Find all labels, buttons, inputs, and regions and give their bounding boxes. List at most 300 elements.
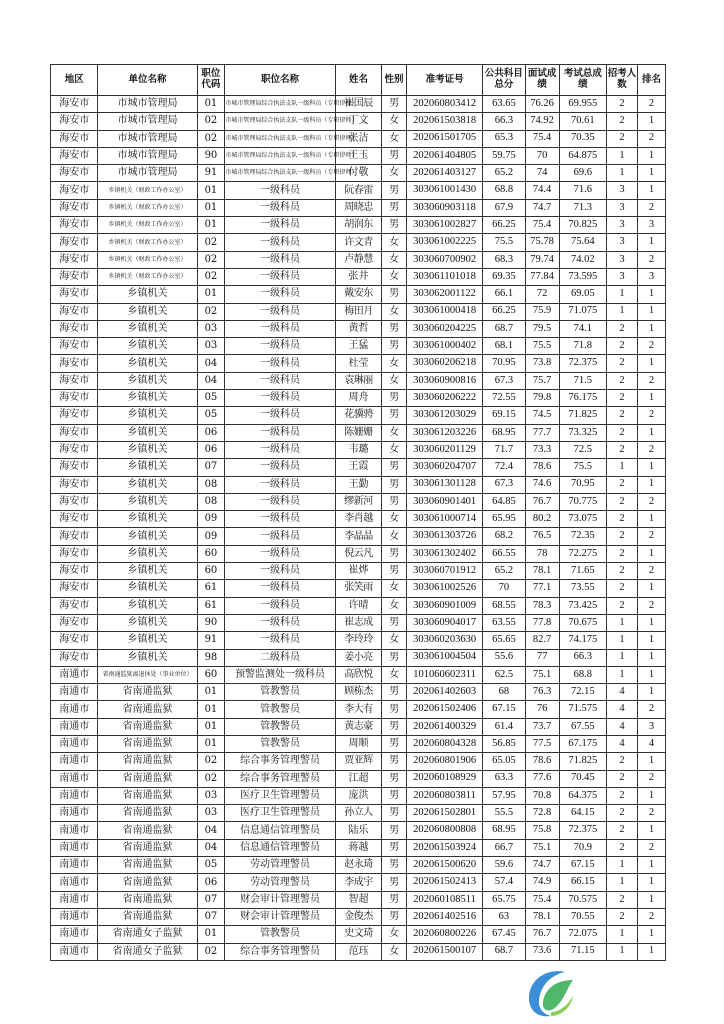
cell-total-score: 73.325 <box>559 424 606 441</box>
cell-gender: 女 <box>382 113 407 130</box>
cell-gender: 女 <box>382 511 407 528</box>
cell-region: 南通市 <box>51 874 98 891</box>
cell-exam-id: 303061301128 <box>406 476 482 493</box>
header-position-code: 职位代码 <box>197 65 225 96</box>
cell-position-code: 01 <box>197 286 225 303</box>
cell-rank: 1 <box>638 390 666 407</box>
cell-position-code: 07 <box>197 891 225 908</box>
cell-position-code: 61 <box>197 580 225 597</box>
cell-unit: 乡镇机关 <box>98 545 197 562</box>
cell-rank: 1 <box>638 614 666 631</box>
cell-name: 周顺 <box>335 735 381 752</box>
header-written-score: 公共科目总分 <box>483 65 525 96</box>
cell-exam-id: 202060803811 <box>406 787 482 804</box>
cell-interview-score: 75.4 <box>525 217 559 234</box>
cell-rank: 2 <box>638 338 666 355</box>
header-quota: 招考人数 <box>607 65 638 96</box>
cell-gender: 男 <box>382 753 407 770</box>
cell-total-score: 69.955 <box>559 96 606 113</box>
cell-name: 张井 <box>335 268 381 285</box>
cell-exam-id: 303061101018 <box>406 268 482 285</box>
cell-interview-score: 76.26 <box>525 96 559 113</box>
cell-interview-score: 80.2 <box>525 511 559 528</box>
cell-written-score: 67.45 <box>483 926 525 943</box>
cell-quota: 1 <box>607 943 638 960</box>
cell-written-score: 55.6 <box>483 649 525 666</box>
cell-position-code: 04 <box>197 822 225 839</box>
table-row <box>51 182 666 199</box>
cell-name: 李肖越 <box>335 511 381 528</box>
cell-exam-id: 303061002827 <box>406 217 482 234</box>
cell-name: 王猛 <box>335 338 381 355</box>
cell-exam-id: 202060800226 <box>406 926 482 943</box>
table-row <box>51 355 666 372</box>
cell-region: 海安市 <box>51 614 98 631</box>
cell-position-code: 05 <box>197 407 225 424</box>
cell-total-score: 67.15 <box>559 857 606 874</box>
cell-quota: 1 <box>607 614 638 631</box>
cell-total-score: 75.5 <box>559 459 606 476</box>
cell-position-name: 医疗卫生管理警员 <box>225 787 335 804</box>
cell-exam-id: 202061502406 <box>406 701 482 718</box>
cell-interview-score: 75.4 <box>525 130 559 147</box>
cell-rank: 2 <box>638 407 666 424</box>
cell-gender: 女 <box>382 597 407 614</box>
cell-interview-score: 76.7 <box>525 926 559 943</box>
cell-interview-score: 74.9 <box>525 874 559 891</box>
cell-exam-id: 303061000714 <box>406 511 482 528</box>
cell-rank: 2 <box>638 805 666 822</box>
cell-exam-id: 303061000402 <box>406 338 482 355</box>
cell-position-name: 管教警员 <box>225 701 335 718</box>
cell-total-score: 71.6 <box>559 182 606 199</box>
cell-region: 海安市 <box>51 251 98 268</box>
cell-quota: 2 <box>607 891 638 908</box>
cell-gender: 男 <box>382 735 407 752</box>
cell-unit: 乡镇机关（财政工作办公室） <box>98 251 197 268</box>
cell-quota: 2 <box>607 787 638 804</box>
cell-position-code: 06 <box>197 441 225 458</box>
cell-position-name: 市城市管理局综合执法支队一级科员（专职律师） <box>225 113 335 130</box>
cell-rank: 3 <box>638 718 666 735</box>
cell-name: 高欣悦 <box>335 666 381 683</box>
cell-position-name: 一级科员 <box>225 511 335 528</box>
cell-interview-score: 72 <box>525 286 559 303</box>
cell-interview-score: 76.7 <box>525 493 559 510</box>
cell-region: 南通市 <box>51 908 98 925</box>
cell-total-score: 70.95 <box>559 476 606 493</box>
cell-unit: 乡镇机关 <box>98 632 197 649</box>
cell-position-name: 一级科员 <box>225 528 335 545</box>
cell-total-score: 71.825 <box>559 407 606 424</box>
cell-exam-id: 303062001122 <box>406 286 482 303</box>
cell-position-code: 07 <box>197 459 225 476</box>
cell-unit: 省南通监狱 <box>98 908 197 925</box>
table-row <box>51 545 666 562</box>
header-rank: 排名 <box>638 65 666 96</box>
cell-gender: 男 <box>382 839 407 856</box>
cell-rank: 1 <box>638 113 666 130</box>
cell-rank: 1 <box>638 303 666 320</box>
cell-quota: 2 <box>607 770 638 787</box>
table-row <box>51 684 666 701</box>
cell-region: 海安市 <box>51 597 98 614</box>
cell-total-score: 70.61 <box>559 113 606 130</box>
header-unit: 单位名称 <box>98 65 197 96</box>
cell-region: 南通市 <box>51 891 98 908</box>
cell-interview-score: 74.7 <box>525 199 559 216</box>
cell-region: 南通市 <box>51 770 98 787</box>
cell-written-score: 66.3 <box>483 113 525 130</box>
cell-quota: 1 <box>607 857 638 874</box>
header-interview-score: 面试成绩 <box>525 65 559 96</box>
cell-name: 王玉 <box>335 147 381 164</box>
cell-name: 李成宇 <box>335 874 381 891</box>
cell-written-score: 68 <box>483 684 525 701</box>
cell-rank: 2 <box>638 199 666 216</box>
cell-position-name: 一级科员 <box>225 597 335 614</box>
cell-exam-id: 202060108929 <box>406 770 482 787</box>
cell-unit: 市城市管理局 <box>98 165 197 182</box>
cell-quota: 2 <box>607 407 638 424</box>
cell-total-score: 67.175 <box>559 735 606 752</box>
cell-region: 海安市 <box>51 459 98 476</box>
cell-name: 袁琳丽 <box>335 372 381 389</box>
cell-written-score: 71.7 <box>483 441 525 458</box>
cell-interview-score: 77.7 <box>525 424 559 441</box>
cell-exam-id: 202060108511 <box>406 891 482 908</box>
cell-written-score: 68.2 <box>483 528 525 545</box>
cell-region: 海安市 <box>51 147 98 164</box>
cell-position-name: 管教警员 <box>225 926 335 943</box>
cell-name: 贾亚辉 <box>335 753 381 770</box>
cell-quota: 4 <box>607 718 638 735</box>
cell-rank: 2 <box>638 251 666 268</box>
cell-interview-score: 73.3 <box>525 441 559 458</box>
cell-exam-id: 303061203226 <box>406 424 482 441</box>
table-row <box>51 217 666 234</box>
cell-position-name: 预警监测处一级科员 <box>225 666 335 683</box>
table-row <box>51 286 666 303</box>
cell-total-score: 69.05 <box>559 286 606 303</box>
cell-rank: 1 <box>638 926 666 943</box>
cell-rank: 2 <box>638 96 666 113</box>
cell-region: 海安市 <box>51 303 98 320</box>
table-row <box>51 822 666 839</box>
cell-exam-id: 202061501705 <box>406 130 482 147</box>
cell-region: 海安市 <box>51 441 98 458</box>
cell-position-code: 01 <box>197 96 225 113</box>
cell-position-name: 一级科员 <box>225 407 335 424</box>
cell-quota: 2 <box>607 320 638 337</box>
cell-exam-id: 202061402603 <box>406 684 482 701</box>
cell-interview-score: 76.3 <box>525 684 559 701</box>
cell-total-score: 71.075 <box>559 303 606 320</box>
cell-interview-score: 78 <box>525 545 559 562</box>
table-row <box>51 770 666 787</box>
cell-written-score: 63.55 <box>483 614 525 631</box>
cell-exam-id: 101060602311 <box>406 666 482 683</box>
cell-position-code: 01 <box>197 217 225 234</box>
cell-unit: 省南通监狱 <box>98 684 197 701</box>
cell-gender: 男 <box>382 96 407 113</box>
cell-position-name: 一级科员 <box>225 303 335 320</box>
cell-written-score: 65.75 <box>483 891 525 908</box>
cell-interview-score: 77.8 <box>525 614 559 631</box>
cell-total-score: 70.675 <box>559 614 606 631</box>
cell-quota: 2 <box>607 424 638 441</box>
cell-unit: 乡镇机关 <box>98 372 197 389</box>
cell-written-score: 65.65 <box>483 632 525 649</box>
cell-name: 江超 <box>335 770 381 787</box>
cell-quota: 4 <box>607 735 638 752</box>
cell-region: 海安市 <box>51 632 98 649</box>
cell-gender: 女 <box>382 372 407 389</box>
cell-interview-score: 72.8 <box>525 805 559 822</box>
cell-total-score: 68.8 <box>559 666 606 683</box>
cell-unit: 乡镇机关 <box>98 338 197 355</box>
cell-position-code: 60 <box>197 545 225 562</box>
cell-unit: 省南通监狱 <box>98 805 197 822</box>
cell-interview-score: 78.1 <box>525 908 559 925</box>
cell-exam-id: 303061002225 <box>406 234 482 251</box>
cell-position-code: 61 <box>197 597 225 614</box>
cell-position-code: 02 <box>197 770 225 787</box>
cell-rank: 1 <box>638 320 666 337</box>
cell-position-name: 一级科员 <box>225 476 335 493</box>
header-total-score: 考试总成绩 <box>559 65 606 96</box>
cell-gender: 男 <box>382 787 407 804</box>
cell-unit: 省南通监狱 <box>98 787 197 804</box>
cell-name: 杜莹 <box>335 355 381 372</box>
cell-unit: 乡镇机关（财政工作办公室） <box>98 217 197 234</box>
cell-total-score: 72.375 <box>559 822 606 839</box>
cell-position-code: 03 <box>197 320 225 337</box>
table-row <box>51 372 666 389</box>
cell-gender: 男 <box>382 822 407 839</box>
cell-gender: 男 <box>382 459 407 476</box>
cell-region: 海安市 <box>51 355 98 372</box>
cell-position-code: 09 <box>197 511 225 528</box>
cell-quota: 2 <box>607 390 638 407</box>
cell-name: 赵永琦 <box>335 857 381 874</box>
cell-unit: 乡镇机关 <box>98 390 197 407</box>
cell-interview-score: 74 <box>525 165 559 182</box>
cell-exam-id: 202060801906 <box>406 753 482 770</box>
cell-region: 南通市 <box>51 943 98 960</box>
cell-name: 韦璐 <box>335 441 381 458</box>
cell-unit: 乡镇机关 <box>98 355 197 372</box>
cell-name: 顾栋杰 <box>335 684 381 701</box>
header-region: 地区 <box>51 65 98 96</box>
table-row <box>51 147 666 164</box>
cell-position-code: 02 <box>197 303 225 320</box>
cell-written-score: 68.55 <box>483 597 525 614</box>
cell-position-name: 一级科员 <box>225 234 335 251</box>
cell-position-name: 市城市管理局综合执法支队一级科员（专职律师） <box>225 147 335 164</box>
cell-total-score: 72.5 <box>559 441 606 458</box>
cell-written-score: 63.3 <box>483 770 525 787</box>
cell-position-code: 08 <box>197 493 225 510</box>
cell-position-name: 市城市管理局综合执法支队一级科员（专职律师） <box>225 130 335 147</box>
cell-quota: 1 <box>607 632 638 649</box>
cell-position-name: 一级科员 <box>225 199 335 216</box>
cell-region: 南通市 <box>51 701 98 718</box>
cell-gender: 女 <box>382 234 407 251</box>
cell-name: 张笑雨 <box>335 580 381 597</box>
cell-name: 姜小亮 <box>335 649 381 666</box>
cell-rank: 1 <box>638 580 666 597</box>
cell-unit: 乡镇机关 <box>98 424 197 441</box>
cell-total-score: 66.15 <box>559 874 606 891</box>
cell-region: 海安市 <box>51 580 98 597</box>
cell-gender: 男 <box>382 684 407 701</box>
cell-written-score: 63.65 <box>483 96 525 113</box>
cell-unit: 乡镇机关 <box>98 303 197 320</box>
table-row <box>51 943 666 960</box>
cell-rank: 2 <box>638 441 666 458</box>
cell-exam-id: 202061500620 <box>406 857 482 874</box>
cell-position-name: 信息通信管理警员 <box>225 822 335 839</box>
table-row <box>51 753 666 770</box>
cell-name: 卢静慧 <box>335 251 381 268</box>
cell-gender: 男 <box>382 476 407 493</box>
cell-gender: 男 <box>382 805 407 822</box>
cell-interview-score: 74.5 <box>525 407 559 424</box>
cell-rank: 1 <box>638 545 666 562</box>
cell-quota: 2 <box>607 372 638 389</box>
cell-interview-score: 77.5 <box>525 735 559 752</box>
cell-quota: 2 <box>607 753 638 770</box>
table-row <box>51 303 666 320</box>
cell-unit: 乡镇机关 <box>98 459 197 476</box>
header-gender: 性别 <box>382 65 407 96</box>
cell-exam-id: 303060701912 <box>406 563 482 580</box>
cell-name: 许晴 <box>335 597 381 614</box>
cell-position-name: 市城市管理局综合执法支队一级科员（专职律师） <box>225 96 335 113</box>
cell-unit: 市城市管理局 <box>98 96 197 113</box>
cell-gender: 女 <box>382 424 407 441</box>
cell-name: 陆乐 <box>335 822 381 839</box>
cell-region: 海安市 <box>51 268 98 285</box>
cell-total-score: 64.15 <box>559 805 606 822</box>
cell-unit: 乡镇机关 <box>98 407 197 424</box>
table-row <box>51 718 666 735</box>
cell-position-name: 综合事务管理警员 <box>225 943 335 960</box>
cell-interview-score: 75.4 <box>525 891 559 908</box>
header-position-name: 职位名称 <box>225 65 335 96</box>
cell-name: 李晶晶 <box>335 528 381 545</box>
cell-name: 周晓忠 <box>335 199 381 216</box>
cell-exam-id: 303060901401 <box>406 493 482 510</box>
cell-position-code: 02 <box>197 234 225 251</box>
cell-total-score: 74.175 <box>559 632 606 649</box>
cell-unit: 省南通监狱 <box>98 822 197 839</box>
cell-written-score: 57.4 <box>483 874 525 891</box>
table-row <box>51 251 666 268</box>
cell-interview-score: 73.8 <box>525 355 559 372</box>
cell-name: 庞洪 <box>335 787 381 804</box>
cell-interview-score: 78.6 <box>525 459 559 476</box>
cell-quota: 3 <box>607 182 638 199</box>
cell-rank: 1 <box>638 459 666 476</box>
cell-gender: 女 <box>382 580 407 597</box>
cell-written-score: 70.95 <box>483 355 525 372</box>
cell-written-score: 61.4 <box>483 718 525 735</box>
cell-position-code: 03 <box>197 787 225 804</box>
cell-position-name: 一级科员 <box>225 459 335 476</box>
cell-total-score: 67.55 <box>559 718 606 735</box>
cell-unit: 省南通监狱 <box>98 857 197 874</box>
cell-position-name: 一级科员 <box>225 286 335 303</box>
table-row <box>51 320 666 337</box>
cell-quota: 1 <box>607 165 638 182</box>
cell-unit: 省南通监狱 <box>98 891 197 908</box>
cell-name: 黄哲 <box>335 320 381 337</box>
cell-name: 缪新河 <box>335 493 381 510</box>
table-row <box>51 614 666 631</box>
cell-rank: 1 <box>638 943 666 960</box>
cell-unit: 市城市管理局 <box>98 130 197 147</box>
cell-position-name: 一级科员 <box>225 320 335 337</box>
cell-quota: 4 <box>607 684 638 701</box>
cell-gender: 男 <box>382 891 407 908</box>
cell-rank: 1 <box>638 511 666 528</box>
cell-written-score: 68.95 <box>483 822 525 839</box>
cell-position-name: 信息通信管理警员 <box>225 839 335 856</box>
cell-gender: 男 <box>382 182 407 199</box>
cell-written-score: 72.55 <box>483 390 525 407</box>
cell-total-score: 71.575 <box>559 701 606 718</box>
cell-quota: 2 <box>607 355 638 372</box>
table-body <box>51 96 666 961</box>
cell-quota: 2 <box>607 96 638 113</box>
cell-quota: 2 <box>607 545 638 562</box>
cell-gender: 男 <box>382 320 407 337</box>
cell-position-name: 一级科员 <box>225 580 335 597</box>
cell-gender: 男 <box>382 338 407 355</box>
cell-name: 付敬 <box>335 165 381 182</box>
cell-quota: 2 <box>607 822 638 839</box>
cell-gender: 男 <box>382 493 407 510</box>
cell-total-score: 72.275 <box>559 545 606 562</box>
cell-quota: 2 <box>607 805 638 822</box>
cell-rank: 1 <box>638 753 666 770</box>
cell-exam-id: 303060900816 <box>406 372 482 389</box>
cell-gender: 男 <box>382 649 407 666</box>
table-row <box>51 926 666 943</box>
table-row <box>51 528 666 545</box>
cell-region: 海安市 <box>51 234 98 251</box>
cell-gender: 女 <box>382 268 407 285</box>
cell-interview-score: 75.9 <box>525 303 559 320</box>
table-row <box>51 199 666 216</box>
cell-position-code: 01 <box>197 684 225 701</box>
table-row <box>51 666 666 683</box>
cell-interview-score: 73.6 <box>525 943 559 960</box>
cell-total-score: 72.35 <box>559 528 606 545</box>
cell-total-score: 74.1 <box>559 320 606 337</box>
cell-exam-id: 202061404805 <box>406 147 482 164</box>
cell-written-score: 67.3 <box>483 476 525 493</box>
cell-position-name: 一级科员 <box>225 355 335 372</box>
cell-name: 李大有 <box>335 701 381 718</box>
cell-position-code: 04 <box>197 839 225 856</box>
cell-total-score: 70.575 <box>559 891 606 908</box>
cell-name: 胡润东 <box>335 217 381 234</box>
cell-rank: 1 <box>638 787 666 804</box>
cell-written-score: 65.2 <box>483 165 525 182</box>
